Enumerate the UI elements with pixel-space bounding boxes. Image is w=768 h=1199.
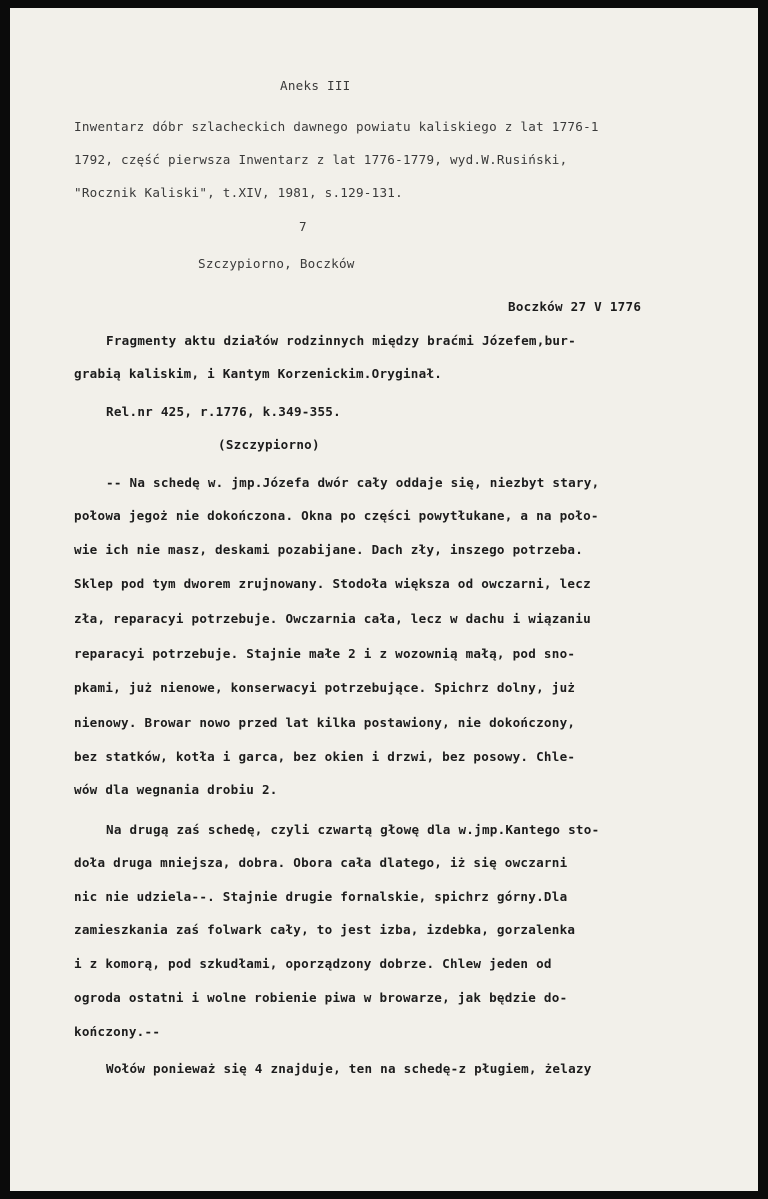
paragraph-line: reparacyi potrzebuje. Stajnie małe 2 i z wozownią małą, pod sno- [74, 646, 576, 661]
description-line: Fragmenty aktu działów rodzinnych między braćmi Józefem,bur- [106, 333, 576, 348]
paragraph-line: kończony.-- [74, 1024, 161, 1039]
date-line: Boczków 27 V 1776 [508, 299, 642, 314]
paragraph-line: ogroda ostatni i wolne robienie piwa w browarze, jak będzie do- [74, 990, 568, 1005]
description-line: grabią kaliskim, i Kantym Korzenickim.Oryginał. [74, 366, 443, 381]
subheading: (Szczypiorno) [218, 437, 320, 452]
appendix-heading: Aneks III [280, 78, 351, 93]
paragraph-line: Wołów ponieważ się 4 znajduje, ten na schedę-z pługiem, żelazy [106, 1061, 592, 1076]
paragraph-line: Na drugą zaś schedę, czyli czwartą głowę dla w.jmp.Kantego sto- [106, 822, 600, 837]
paragraph-line: zamieszkania zaś folwark cały, to jest izba, izdebka, gorzalenka [74, 922, 576, 937]
paragraph-line: i z komorą, pod szkudłami, oporządzony dobrze. Chlew jeden od [74, 956, 552, 971]
source-line: Inwentarz dóbr szlacheckich dawnego powiatu kaliskiego z lat 1776-1 [74, 119, 599, 134]
place-title: Szczypiorno, Boczków [198, 256, 355, 271]
paragraph-line: Sklep pod tym dworem zrujnowany. Stodoła większa od owczarni, lecz [74, 576, 591, 591]
paragraph-line: -- Na schedę w. jmp.Józefa dwór cały oddaje się, niezbyt stary, [106, 475, 600, 490]
source-line: 1792, część pierwsza Inwentarz z lat 1776-1779, wyd.W.Rusiński, [74, 152, 568, 167]
document-number: 7 [299, 219, 307, 234]
source-line: "Rocznik Kaliski", t.XIV, 1981, s.129-131. [74, 185, 403, 200]
description-line: Rel.nr 425, r.1776, k.349-355. [106, 404, 341, 419]
paragraph-line: wów dla wegnania drobiu 2. [74, 782, 278, 797]
paragraph-line: bez statków, kotła i garca, bez okien i drzwi, bez posowy. Chle- [74, 749, 576, 764]
paragraph-line: wie ich nie masz, deskami pozabijane. Dach zły, inszego potrzeba. [74, 542, 584, 557]
paragraph-line: zła, reparacyi potrzebuje. Owczarnia cała, lecz w dachu i wiązaniu [74, 611, 591, 626]
paragraph-line: nic nie udziela--. Stajnie drugie fornalskie, spichrz górny.Dla [74, 889, 568, 904]
paragraph-line: nienowy. Browar nowo przed lat kilka postawiony, nie dokończony, [74, 715, 576, 730]
paragraph-line: pkami, już nienowe, konserwacyi potrzebujące. Spichrz dolny, już [74, 680, 576, 695]
paragraph-line: połowa jegoż nie dokończona. Okna po części powytłukane, a na poło- [74, 508, 599, 523]
paragraph-line: doła druga mniejsza, dobra. Obora cała dlatego, iż się owczarni [74, 855, 568, 870]
